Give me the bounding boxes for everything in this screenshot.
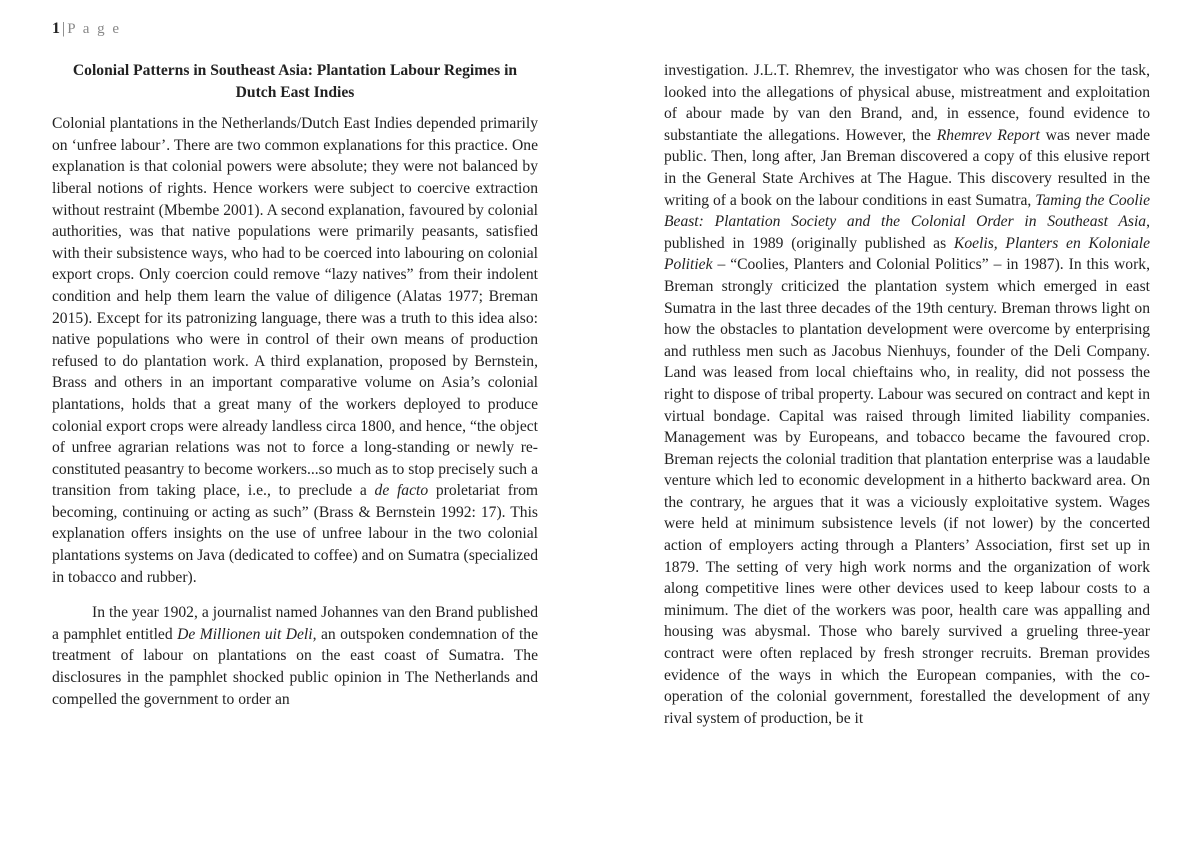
paragraph-continued	[664, 60, 1150, 729]
original-title-italic: Koelis, Planters en Koloniale Politiek	[664, 234, 1150, 274]
paragraph-1-text: Colonial plantations in the Netherlands/Dutch East Indies depended primarily on ‘unfree labour’. There are two common explanations for this practice. One explanation is that colonial powers were absolute; they were not balanced by liberal notions of rights. Hence workers were subject to coercive extraction without restraint (Mbembe 2001). A second explanation, favoured by colonial authorities, was that native populations were primarily peasants, satisfied with their subsistence ways, who had to be coerced into labouring on colonial export crops. Only coercion could remove “lazy natives” from their indolent condition and help them learn the value of diligence (Alatas 1977; Breman 2015). Except for its patronizing language, there was a truth to this idea also: native populations who were in control of their own means of production refused to do plantation work. A third explanation, proposed by Bernstein, Brass and others in an important comparative volume on Asia’s colonial plantations, holds that a great many of the workers deployed to produce colonial export crops were already landless circa 1800, and hence, “the object of unfree agrarian relations was not to force a long-standing or newly re-constituted peasantry to become workers...so much as to stop precisely such a transition from taking place, i.e., to preclude a	[52, 115, 538, 500]
paragraph-2	[52, 602, 538, 710]
continued-text-4: – “Coolies, Planters and Colonial Politics” – in 1987). In this work, Breman strongly criticized the plantation system which emerged in east Sumatra in the last three decades of the 19th century. Breman throws light on how the obstacles to plantation development were overcome by enterprising and ruthless men such as Jacobus Nienhuys, founder of the Deli Company. Land was leased from local chieftains who, in reality, did not possess the right to dispose of tribal property. Labour was secured on contract and kept in virtual bondage. Capital was raised through limited liability companies. Management was by Europeans, and tobacco became the favoured crop. Breman rejects the colonial tradition that plantation enterprise was a laudable venture which led to economic development in a hitherto backward area. On the contrary, he argues that it was a viciously exploitative system. Wages were held at minimum subsistence levels (if not lower) by the concerted action of employers acting through a Planters’ Association, first set up in 1879. The setting of very high work norms and the organization of work along competitive lines were other devices used to keep labour costs to a minimum. The diet of the workers was poor, health care was appalling and housing was abysmal. Those who barely survived a grueling three-year contract were often replaced by fresh stronger recruits. Breman provides evidence of the ways in which the European companies, with the co-operation of the colonial government, forestalled the development of any rival system of production, be it	[664, 256, 1150, 727]
book-title-italic: Taming the Coolie Beast: Plantation Society and the Colonial Order in Southeast Asia	[664, 191, 1150, 231]
paragraph-1-end: proletariat from becoming, continuing or acting as such” (Brass & Bernstein 1992: 17). This explanation offers insights on the use of unfree labour in the two colonial plantations systems on Java (dedicated to coffee) and on Sumatra (specialized in tobacco and rubber).	[52, 482, 539, 586]
continued-text-2: was never made public. Then, long after, Jan Breman discovered a copy of this elusive report in the General State Archives at The Hague. This discovery resulted in the writing of a book on the labour conditions in east Sumatra,	[664, 126, 1150, 209]
page-label: P a g e	[67, 21, 122, 37]
continued-text-1: investigation. J.L.T. Rhemrev, the investigator who was chosen for the task, looked into the allegations of physical abuse, mistreatment and exploitation of abour made by van den Brand, and, in essence, found evidence to substantiate the allegations. However, the	[664, 62, 1150, 144]
paragraph-1-italic: de facto	[374, 482, 429, 500]
report-title-italic: Rhemrev Report	[936, 126, 1040, 144]
left-column	[52, 60, 538, 710]
paragraph-2-text: In the year 1902, a journalist named Johannes van den Brand published a pamphlet entitled	[52, 604, 538, 643]
continued-text-3: , published in 1989 (originally published as	[664, 213, 1150, 252]
paragraph-2-end: an outspoken condemnation of the treatment of labour on plantations on the east coast of Sumatra. The disclosures in the pamphlet shocked public opinion in The Netherlands and compelled the government to order an	[52, 625, 538, 708]
paragraph-2-italic: De Millionen uit Deli,	[177, 625, 317, 643]
document-title: Colonial Patterns in Southeast Asia: Plantation Labour Regimes in Dutch East Indies	[72, 62, 518, 101]
page-number-header	[52, 20, 121, 38]
right-column	[664, 60, 1150, 729]
paragraph-1	[52, 113, 538, 588]
page-number: 1	[52, 20, 60, 37]
page-separator: |	[62, 20, 66, 37]
